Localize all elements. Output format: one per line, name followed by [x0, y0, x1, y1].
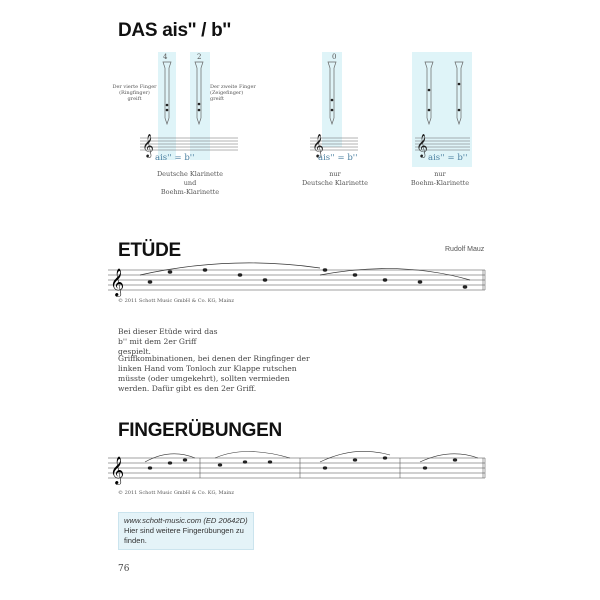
section-title-etude: ETÜDE [118, 240, 181, 261]
section-title-fingeruebungen: FINGERÜBUNGEN [118, 420, 282, 441]
section-title-ais-b: DAS ais'' / b'' [118, 20, 231, 41]
caption-german: nur Deutsche Klarinette [301, 170, 369, 187]
copyright: © 2011 Schott Music GmbH & Co. KG, Mainz [118, 490, 234, 496]
finger-number: 4 [163, 53, 168, 61]
equation: ais'' = b'' [318, 153, 358, 163]
svg-text:𝄞: 𝄞 [110, 456, 125, 484]
etude-notes [148, 268, 468, 288]
info-box [118, 512, 254, 550]
composer: Rudolf Mauz [445, 246, 485, 253]
equation: ais'' = b'' [428, 153, 468, 163]
finger-number: 0 [332, 53, 337, 61]
annotation-ring-finger: Der vierte Finger (Ringfinger) greift [112, 84, 157, 102]
svg-text:𝄞: 𝄞 [110, 268, 125, 296]
caption-boehm: nur Boehm-Klarinette [410, 170, 470, 187]
website-link[interactable]: www.schott-music.com (ED 20642D) [124, 516, 248, 525]
finger-number: 2 [197, 53, 202, 61]
page-number: 76 [118, 564, 130, 574]
copyright: © 2011 Schott Music GmbH & Co. KG, Mainz [118, 298, 234, 304]
svg-text:𝄞: 𝄞 [416, 133, 428, 157]
svg-text:𝄞: 𝄞 [142, 133, 154, 157]
svg-text:𝄞: 𝄞 [312, 133, 324, 157]
exercise-staff [108, 458, 485, 478]
equation: ais'' = b'' [155, 153, 195, 163]
annotation-index-finger: Der zweite Finger (Zeigefinger) greift [210, 84, 256, 102]
paragraph: Bei dieser Etüde wird das b'' mit dem 2er Griff gespielt. [118, 327, 218, 356]
info-text: Hier sind weitere Fingerübungen zu finden. [124, 526, 244, 545]
paragraph: Griffkombinationen, bei denen der Ringfinger der linken Hand vom Tonloch zur Klappe rutschen müsste (oder umgekehrt), sollten vermieden werden. Dafür gibt es den 2er Griff. [118, 354, 310, 393]
etude-staff [108, 270, 485, 290]
caption-both: Deutsche Klarinette und Boehm-Klarinette [156, 170, 224, 196]
